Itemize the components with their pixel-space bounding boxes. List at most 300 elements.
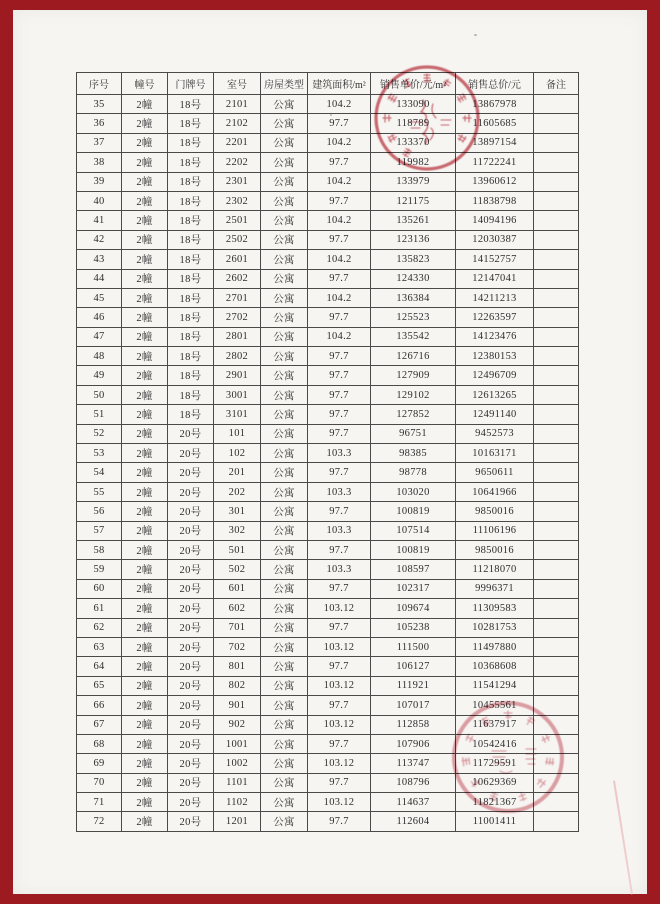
table-cell: 123136 bbox=[371, 230, 456, 249]
table-cell: 公寓 bbox=[261, 482, 308, 501]
table-cell: 2601 bbox=[214, 250, 261, 269]
table-cell: 18号 bbox=[168, 95, 214, 114]
table-cell: 公寓 bbox=[261, 754, 308, 773]
table-cell: 104.2 bbox=[308, 250, 371, 269]
table-cell: 20号 bbox=[168, 637, 214, 656]
table-cell: 118789 bbox=[371, 114, 456, 133]
table-cell: 20号 bbox=[168, 773, 214, 792]
table-cell: 12380153 bbox=[456, 347, 534, 366]
table-cell: 公寓 bbox=[261, 676, 308, 695]
table-cell bbox=[534, 793, 579, 812]
table-cell: 97.7 bbox=[308, 540, 371, 559]
table-cell: 20号 bbox=[168, 560, 214, 579]
table-cell: 53 bbox=[77, 444, 122, 463]
table-cell: 20号 bbox=[168, 502, 214, 521]
table-cell bbox=[534, 288, 579, 307]
table-cell: 公寓 bbox=[261, 250, 308, 269]
table-cell: 40 bbox=[77, 191, 122, 210]
table-cell: 202 bbox=[214, 482, 261, 501]
table-cell: 97.7 bbox=[308, 424, 371, 443]
table-cell: 103.3 bbox=[308, 444, 371, 463]
table-cell: 2幢 bbox=[122, 715, 168, 734]
table-cell: 135261 bbox=[371, 211, 456, 230]
table-row bbox=[77, 250, 579, 269]
table-cell: 11729591 bbox=[456, 754, 534, 773]
table-cell: 20号 bbox=[168, 676, 214, 695]
table-cell bbox=[534, 211, 579, 230]
table-cell: 133370 bbox=[371, 133, 456, 152]
table-cell: 97.7 bbox=[308, 385, 371, 404]
table-cell: 36 bbox=[77, 114, 122, 133]
table-cell: 公寓 bbox=[261, 734, 308, 753]
table-cell: 10542416 bbox=[456, 734, 534, 753]
table-cell: 公寓 bbox=[261, 618, 308, 637]
table-cell: 108597 bbox=[371, 560, 456, 579]
table-cell: 10281753 bbox=[456, 618, 534, 637]
table-cell: 2幢 bbox=[122, 327, 168, 346]
table-cell: 44 bbox=[77, 269, 122, 288]
table-cell bbox=[534, 114, 579, 133]
table-cell: 97.7 bbox=[308, 114, 371, 133]
table-cell: 103.12 bbox=[308, 793, 371, 812]
table-cell: 103020 bbox=[371, 482, 456, 501]
table-cell bbox=[534, 463, 579, 482]
column-header: 销售单价/元/m² bbox=[371, 73, 456, 95]
table-row bbox=[77, 269, 579, 288]
table-cell: 9650611 bbox=[456, 463, 534, 482]
table-cell: 11637917 bbox=[456, 715, 534, 734]
table-cell: 公寓 bbox=[261, 308, 308, 327]
table-cell: 2幢 bbox=[122, 560, 168, 579]
table-cell: 20号 bbox=[168, 444, 214, 463]
table-cell: 60 bbox=[77, 579, 122, 598]
table-cell: 2幢 bbox=[122, 773, 168, 792]
table-cell: 20号 bbox=[168, 715, 214, 734]
table-cell: 公寓 bbox=[261, 715, 308, 734]
table-cell bbox=[534, 424, 579, 443]
table-cell: 2幢 bbox=[122, 812, 168, 831]
table-cell: 127909 bbox=[371, 366, 456, 385]
column-header: 室号 bbox=[214, 73, 261, 95]
table-cell bbox=[534, 657, 579, 676]
table-cell bbox=[534, 560, 579, 579]
table-cell: 126716 bbox=[371, 347, 456, 366]
table-cell: 公寓 bbox=[261, 540, 308, 559]
table-row bbox=[77, 754, 579, 773]
table-cell: 2幢 bbox=[122, 133, 168, 152]
table-cell: 2501 bbox=[214, 211, 261, 230]
table-cell: 43 bbox=[77, 250, 122, 269]
table-cell: 72 bbox=[77, 812, 122, 831]
table-cell: 公寓 bbox=[261, 172, 308, 191]
table-cell: 97.7 bbox=[308, 366, 371, 385]
table-cell: 20号 bbox=[168, 696, 214, 715]
table-cell: 97.7 bbox=[308, 463, 371, 482]
table-cell: 12613265 bbox=[456, 385, 534, 404]
table-cell: 801 bbox=[214, 657, 261, 676]
table-cell: 公寓 bbox=[261, 385, 308, 404]
table-cell: 公寓 bbox=[261, 560, 308, 579]
table-cell: 14123476 bbox=[456, 327, 534, 346]
table-cell: 18号 bbox=[168, 405, 214, 424]
table-cell: 97.7 bbox=[308, 269, 371, 288]
table-cell: 802 bbox=[214, 676, 261, 695]
table-cell: 公寓 bbox=[261, 812, 308, 831]
table-cell: 55 bbox=[77, 482, 122, 501]
table-cell: 65 bbox=[77, 676, 122, 695]
table-cell: 109674 bbox=[371, 599, 456, 618]
table-cell: 2幢 bbox=[122, 211, 168, 230]
table-cell: 13867978 bbox=[456, 95, 534, 114]
table-cell: 107906 bbox=[371, 734, 456, 753]
table-cell: 20号 bbox=[168, 793, 214, 812]
table-cell: 18号 bbox=[168, 191, 214, 210]
table-cell: 18号 bbox=[168, 211, 214, 230]
table-cell: 13960612 bbox=[456, 172, 534, 191]
table-cell: 302 bbox=[214, 521, 261, 540]
table-cell: 20号 bbox=[168, 657, 214, 676]
table-row bbox=[77, 696, 579, 715]
table-row bbox=[77, 133, 579, 152]
table-cell: 公寓 bbox=[261, 327, 308, 346]
table-row bbox=[77, 444, 579, 463]
table-cell: 12147041 bbox=[456, 269, 534, 288]
table-cell: 103.12 bbox=[308, 637, 371, 656]
table-row bbox=[77, 405, 579, 424]
table-cell: 20号 bbox=[168, 618, 214, 637]
table-cell: 18号 bbox=[168, 385, 214, 404]
table-row bbox=[77, 734, 579, 753]
table-cell: 2幢 bbox=[122, 618, 168, 637]
table-cell bbox=[534, 618, 579, 637]
table-cell: 113747 bbox=[371, 754, 456, 773]
table-cell: 129102 bbox=[371, 385, 456, 404]
table-cell: 46 bbox=[77, 308, 122, 327]
table-cell: 公寓 bbox=[261, 773, 308, 792]
table-cell: 2802 bbox=[214, 347, 261, 366]
table-cell bbox=[534, 327, 579, 346]
table-cell: 2幢 bbox=[122, 230, 168, 249]
table-cell: 18号 bbox=[168, 114, 214, 133]
table-cell: 100819 bbox=[371, 540, 456, 559]
table-cell bbox=[534, 385, 579, 404]
table-cell: 104.2 bbox=[308, 133, 371, 152]
table-cell: 公寓 bbox=[261, 793, 308, 812]
table-row bbox=[77, 521, 579, 540]
table-row bbox=[77, 211, 579, 230]
table-row bbox=[77, 308, 579, 327]
table-cell: 97.7 bbox=[308, 230, 371, 249]
table-cell: 121175 bbox=[371, 191, 456, 210]
table-cell: 97.7 bbox=[308, 773, 371, 792]
table-cell: 97.7 bbox=[308, 696, 371, 715]
table-cell: 2102 bbox=[214, 114, 261, 133]
table-cell: 2302 bbox=[214, 191, 261, 210]
table-cell: 104.2 bbox=[308, 172, 371, 191]
table-cell: 39 bbox=[77, 172, 122, 191]
table-cell: 101 bbox=[214, 424, 261, 443]
table-row bbox=[77, 793, 579, 812]
table-cell: 105238 bbox=[371, 618, 456, 637]
table-cell: 公寓 bbox=[261, 114, 308, 133]
table-cell: 107514 bbox=[371, 521, 456, 540]
table-cell: 52 bbox=[77, 424, 122, 443]
table-cell bbox=[534, 715, 579, 734]
table-cell: 62 bbox=[77, 618, 122, 637]
table-row bbox=[77, 230, 579, 249]
table-cell: 公寓 bbox=[261, 95, 308, 114]
table-cell: 11838798 bbox=[456, 191, 534, 210]
table-cell: 2幢 bbox=[122, 114, 168, 133]
table-header-row bbox=[77, 73, 579, 95]
table-cell: 103.12 bbox=[308, 715, 371, 734]
table-cell bbox=[534, 579, 579, 598]
table-cell: 38 bbox=[77, 153, 122, 172]
table-cell bbox=[534, 502, 579, 521]
table-cell: 61 bbox=[77, 599, 122, 618]
table-cell: 20号 bbox=[168, 812, 214, 831]
table-cell: 18号 bbox=[168, 366, 214, 385]
table-cell: 112858 bbox=[371, 715, 456, 734]
table-cell: 104.2 bbox=[308, 211, 371, 230]
table-cell: 2幢 bbox=[122, 250, 168, 269]
table-cell: 13897154 bbox=[456, 133, 534, 152]
table-row bbox=[77, 327, 579, 346]
table-cell: 2幢 bbox=[122, 269, 168, 288]
table-cell: 14094196 bbox=[456, 211, 534, 230]
table-cell: 2301 bbox=[214, 172, 261, 191]
column-header: 建筑面积/m² bbox=[308, 73, 371, 95]
table-cell: 20号 bbox=[168, 482, 214, 501]
table-cell: 2幢 bbox=[122, 191, 168, 210]
table-cell: 102317 bbox=[371, 579, 456, 598]
table-cell: 97.7 bbox=[308, 502, 371, 521]
table-cell: 12030387 bbox=[456, 230, 534, 249]
table-cell: 11722241 bbox=[456, 153, 534, 172]
table-cell: 2幢 bbox=[122, 482, 168, 501]
table-row bbox=[77, 366, 579, 385]
table-row bbox=[77, 618, 579, 637]
table-cell: 136384 bbox=[371, 288, 456, 307]
table-cell: 公寓 bbox=[261, 696, 308, 715]
table-row bbox=[77, 482, 579, 501]
table-cell: 公寓 bbox=[261, 269, 308, 288]
table-cell bbox=[534, 676, 579, 695]
table-cell: 2幢 bbox=[122, 444, 168, 463]
table-cell: 2幢 bbox=[122, 347, 168, 366]
table-cell: 1102 bbox=[214, 793, 261, 812]
table-row bbox=[77, 657, 579, 676]
table-cell: 51 bbox=[77, 405, 122, 424]
table-cell: 601 bbox=[214, 579, 261, 598]
table-cell: 103.12 bbox=[308, 754, 371, 773]
table-cell: 公寓 bbox=[261, 424, 308, 443]
table-cell: 公寓 bbox=[261, 153, 308, 172]
table-cell: 98385 bbox=[371, 444, 456, 463]
table-cell: 18号 bbox=[168, 250, 214, 269]
table-cell: 501 bbox=[214, 540, 261, 559]
table-cell: 56 bbox=[77, 502, 122, 521]
table-cell: 公寓 bbox=[261, 599, 308, 618]
table-cell: 301 bbox=[214, 502, 261, 521]
table-row bbox=[77, 812, 579, 831]
housing-price-table bbox=[76, 72, 579, 832]
table-row bbox=[77, 385, 579, 404]
table-cell: 59 bbox=[77, 560, 122, 579]
table-cell: 2202 bbox=[214, 153, 261, 172]
table-cell: 11605685 bbox=[456, 114, 534, 133]
table-cell: 102 bbox=[214, 444, 261, 463]
table-cell: 11541294 bbox=[456, 676, 534, 695]
column-header: 房屋类型 bbox=[261, 73, 308, 95]
table-cell: 54 bbox=[77, 463, 122, 482]
column-header: 备注 bbox=[534, 73, 579, 95]
table-cell: 97.7 bbox=[308, 405, 371, 424]
table-cell: 20号 bbox=[168, 521, 214, 540]
table-cell: 11106196 bbox=[456, 521, 534, 540]
table-cell: 49 bbox=[77, 366, 122, 385]
table-cell: 18号 bbox=[168, 288, 214, 307]
table-cell bbox=[534, 250, 579, 269]
table-cell bbox=[534, 172, 579, 191]
table-cell bbox=[534, 444, 579, 463]
table-cell: 111921 bbox=[371, 676, 456, 695]
table-cell: 69 bbox=[77, 754, 122, 773]
table-cell: 9850016 bbox=[456, 502, 534, 521]
table-cell: 11497880 bbox=[456, 637, 534, 656]
table-cell: 2幢 bbox=[122, 502, 168, 521]
table-cell bbox=[534, 366, 579, 385]
table-cell: 公寓 bbox=[261, 288, 308, 307]
table-cell: 47 bbox=[77, 327, 122, 346]
table-cell: 104.2 bbox=[308, 95, 371, 114]
table-cell: 3101 bbox=[214, 405, 261, 424]
column-header: 销售总价/元 bbox=[456, 73, 534, 95]
table-cell: 2801 bbox=[214, 327, 261, 346]
table-cell bbox=[534, 95, 579, 114]
table-row bbox=[77, 153, 579, 172]
table-cell: 98778 bbox=[371, 463, 456, 482]
table-cell bbox=[534, 521, 579, 540]
table-cell: 104.2 bbox=[308, 288, 371, 307]
table-cell: 97.7 bbox=[308, 812, 371, 831]
table-cell: 11821367 bbox=[456, 793, 534, 812]
table-row bbox=[77, 540, 579, 559]
table-cell: 公寓 bbox=[261, 657, 308, 676]
table-cell: 97.7 bbox=[308, 657, 371, 676]
table-cell: 63 bbox=[77, 637, 122, 656]
table-cell: 1101 bbox=[214, 773, 261, 792]
table-cell: 18号 bbox=[168, 230, 214, 249]
table-row bbox=[77, 502, 579, 521]
table-cell: 18号 bbox=[168, 133, 214, 152]
table-cell: 20号 bbox=[168, 424, 214, 443]
table-cell: 2幢 bbox=[122, 153, 168, 172]
column-header: 幢号 bbox=[122, 73, 168, 95]
table-row bbox=[77, 599, 579, 618]
table-cell: 12491140 bbox=[456, 405, 534, 424]
table-cell: 97.7 bbox=[308, 153, 371, 172]
table-cell: 2幢 bbox=[122, 288, 168, 307]
table-cell: 公寓 bbox=[261, 133, 308, 152]
table-cell: 公寓 bbox=[261, 637, 308, 656]
table-cell: 97.7 bbox=[308, 579, 371, 598]
table-cell: 66 bbox=[77, 696, 122, 715]
table-cell bbox=[534, 773, 579, 792]
table-cell: 2502 bbox=[214, 230, 261, 249]
table-cell: 公寓 bbox=[261, 502, 308, 521]
table-cell: 502 bbox=[214, 560, 261, 579]
table-cell bbox=[534, 347, 579, 366]
table-cell: 2幢 bbox=[122, 754, 168, 773]
table-cell: 2幢 bbox=[122, 793, 168, 812]
table-cell bbox=[534, 812, 579, 831]
table-cell: 135542 bbox=[371, 327, 456, 346]
table-cell: 2602 bbox=[214, 269, 261, 288]
table-cell: 41 bbox=[77, 211, 122, 230]
table-cell: 97.7 bbox=[308, 618, 371, 637]
table-cell: 2701 bbox=[214, 288, 261, 307]
table-cell: 18号 bbox=[168, 347, 214, 366]
table-cell: 50 bbox=[77, 385, 122, 404]
table-cell: 112604 bbox=[371, 812, 456, 831]
table-cell: 701 bbox=[214, 618, 261, 637]
table-cell: 2幢 bbox=[122, 696, 168, 715]
table-cell: 45 bbox=[77, 288, 122, 307]
table-cell: 12263597 bbox=[456, 308, 534, 327]
table-cell: 公寓 bbox=[261, 191, 308, 210]
table-cell bbox=[534, 599, 579, 618]
scan-speck bbox=[330, 114, 332, 116]
table-cell: 9850016 bbox=[456, 540, 534, 559]
table-cell: 103.12 bbox=[308, 599, 371, 618]
table-cell bbox=[534, 637, 579, 656]
table-row bbox=[77, 172, 579, 191]
table-cell: 20号 bbox=[168, 754, 214, 773]
table-cell: 901 bbox=[214, 696, 261, 715]
table-cell: 公寓 bbox=[261, 521, 308, 540]
table-cell: 10163171 bbox=[456, 444, 534, 463]
table-cell: 2幢 bbox=[122, 385, 168, 404]
table-row bbox=[77, 191, 579, 210]
table-cell: 2幢 bbox=[122, 308, 168, 327]
table-cell: 18号 bbox=[168, 172, 214, 191]
table-row bbox=[77, 773, 579, 792]
table-cell: 201 bbox=[214, 463, 261, 482]
table-cell: 71 bbox=[77, 793, 122, 812]
table-cell: 11001411 bbox=[456, 812, 534, 831]
table-cell: 2幢 bbox=[122, 637, 168, 656]
table-cell: 10455561 bbox=[456, 696, 534, 715]
table-cell: 公寓 bbox=[261, 211, 308, 230]
table-cell: 103.3 bbox=[308, 521, 371, 540]
table-cell: 103.3 bbox=[308, 482, 371, 501]
table-cell bbox=[534, 540, 579, 559]
table-cell: 公寓 bbox=[261, 579, 308, 598]
table-cell: 107017 bbox=[371, 696, 456, 715]
table-cell: 103.3 bbox=[308, 560, 371, 579]
column-header: 序号 bbox=[77, 73, 122, 95]
table-cell: 11218070 bbox=[456, 560, 534, 579]
table-cell bbox=[534, 754, 579, 773]
table-cell: 20号 bbox=[168, 734, 214, 753]
table-cell: 35 bbox=[77, 95, 122, 114]
table-cell: 18号 bbox=[168, 153, 214, 172]
table-cell: 133979 bbox=[371, 172, 456, 191]
table-cell: 70 bbox=[77, 773, 122, 792]
table-cell: 2幢 bbox=[122, 579, 168, 598]
table-cell: 104.2 bbox=[308, 327, 371, 346]
